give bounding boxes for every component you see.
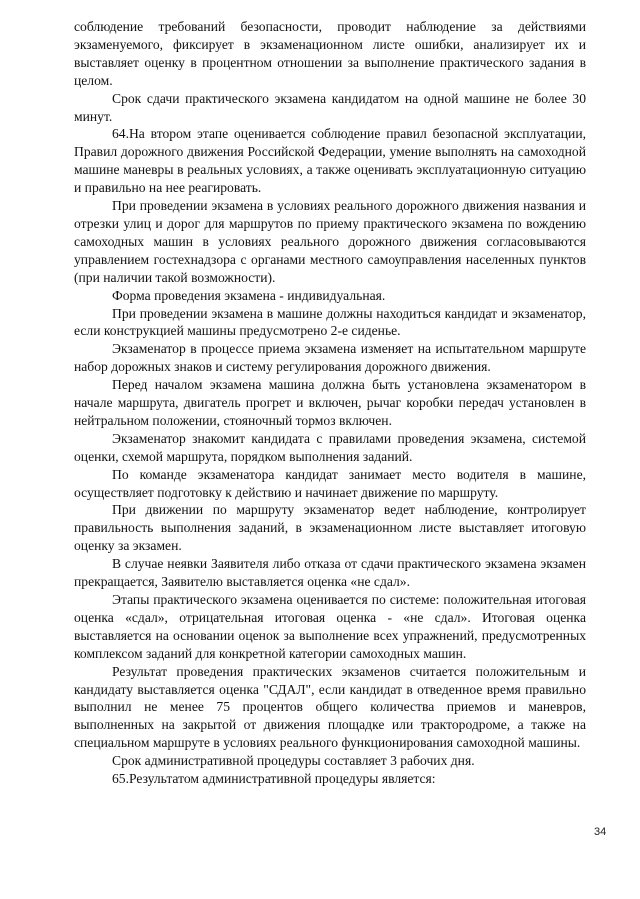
paragraph-14: Результат проведения практических экзаменов считается положительным и кандидату выставляется оценка "СДАЛ", если кандидат в отведенное время правильно выполнил не менее 75 процентов общего количества приемов и маневров, выполненных на закрытой от движения площадке или трактородроме, а также на специальном маршруте в условиях реального функционирования самоходной машины. (74, 663, 586, 751)
paragraph-12: В случае неявки Заявителя либо отказа от сдачи практического экзамена экзамен прекращается, Заявителю выставляется оценка «не сдал». (74, 556, 586, 590)
paragraph-3: 64.На втором этапе оценивается соблюдение правил безопасной эксплуатации, Правил дорожного движения Российской Федерации, умение выполнять на самоходной машине маневры в реальных условиях, а также оценивать эксплуатационную ситуацию и правильно на нее реагировать. (74, 126, 586, 196)
paragraph-4: При проведении экзамена в условиях реального дорожного движения названия и отрезки улиц и дорог для маршрутов по приему практического экзамена по вождению самоходных машин в условиях реального дорожного движения согласовываются управлением гостехнадзора с органами местного самоуправления населенных пунктов (при наличии такой возможности). (74, 198, 586, 285)
paragraph-2: Срок сдачи практического экзамена кандидатом на одной машине не более 30 минут. (74, 90, 586, 124)
document-body (74, 18, 586, 788)
paragraph-16: 65.Результатом административной процедуры является: (112, 771, 436, 787)
paragraph-9: Экзаменатор знакомит кандидата с правилами проведения экзамена, системой оценки, схемой маршрута, порядком выполнения заданий. (74, 430, 586, 464)
paragraph-6: При проведении экзамена в машине должны находиться кандидат и экзаменатор, если конструкцией машины предусмотрено 2-е сиденье. (74, 305, 586, 339)
page-number: 34 (594, 826, 607, 838)
paragraph-13: Этапы практического экзамена оценивается по системе: положительная итоговая оценка «сдал», отрицательная итоговая оценка - «не сдал». Итоговая оценка выставляется на основании оценок за выполнение всех упражнений, предусмотренных комплексом заданий для конкретной категории самоходных машин. (74, 592, 586, 661)
paragraph-15: Срок административной процедуры составляет 3 рабочих дня. (112, 753, 475, 769)
paragraph-10: По команде экзаменатора кандидат занимает место водителя в машине, осуществляет подготовку к действию и начинает движение по маршруту. (74, 466, 586, 500)
paragraph-11: При движении по маршруту экзаменатор ведет наблюдение, контролирует правильность выполнения заданий, в экзаменационном листе выставляет итоговую оценку за экзамен. (74, 502, 586, 554)
paragraph-7: Экзаменатор в процессе приема экзамена изменяет на испытательном маршруте набор дорожных знаков и систему регулирования дорожного движения. (74, 341, 586, 375)
paragraph-1: соблюдение требований безопасности, проводит наблюдение за действиями экзаменуемого, фиксирует в экзаменационном листе ошибки, анализирует их и выставляет оценку в процентном отношении за выполнение практического задания в целом. (74, 19, 586, 88)
paragraph-5: Форма проведения экзамена - индивидуальная. (112, 287, 386, 303)
paragraph-8: Перед началом экзамена машина должна быть установлена экзаменатором в начале маршрута, двигатель прогрет и включен, рычаг коробки передач установлен в нейтральном положении, стояночный тормоз включен. (74, 377, 586, 428)
